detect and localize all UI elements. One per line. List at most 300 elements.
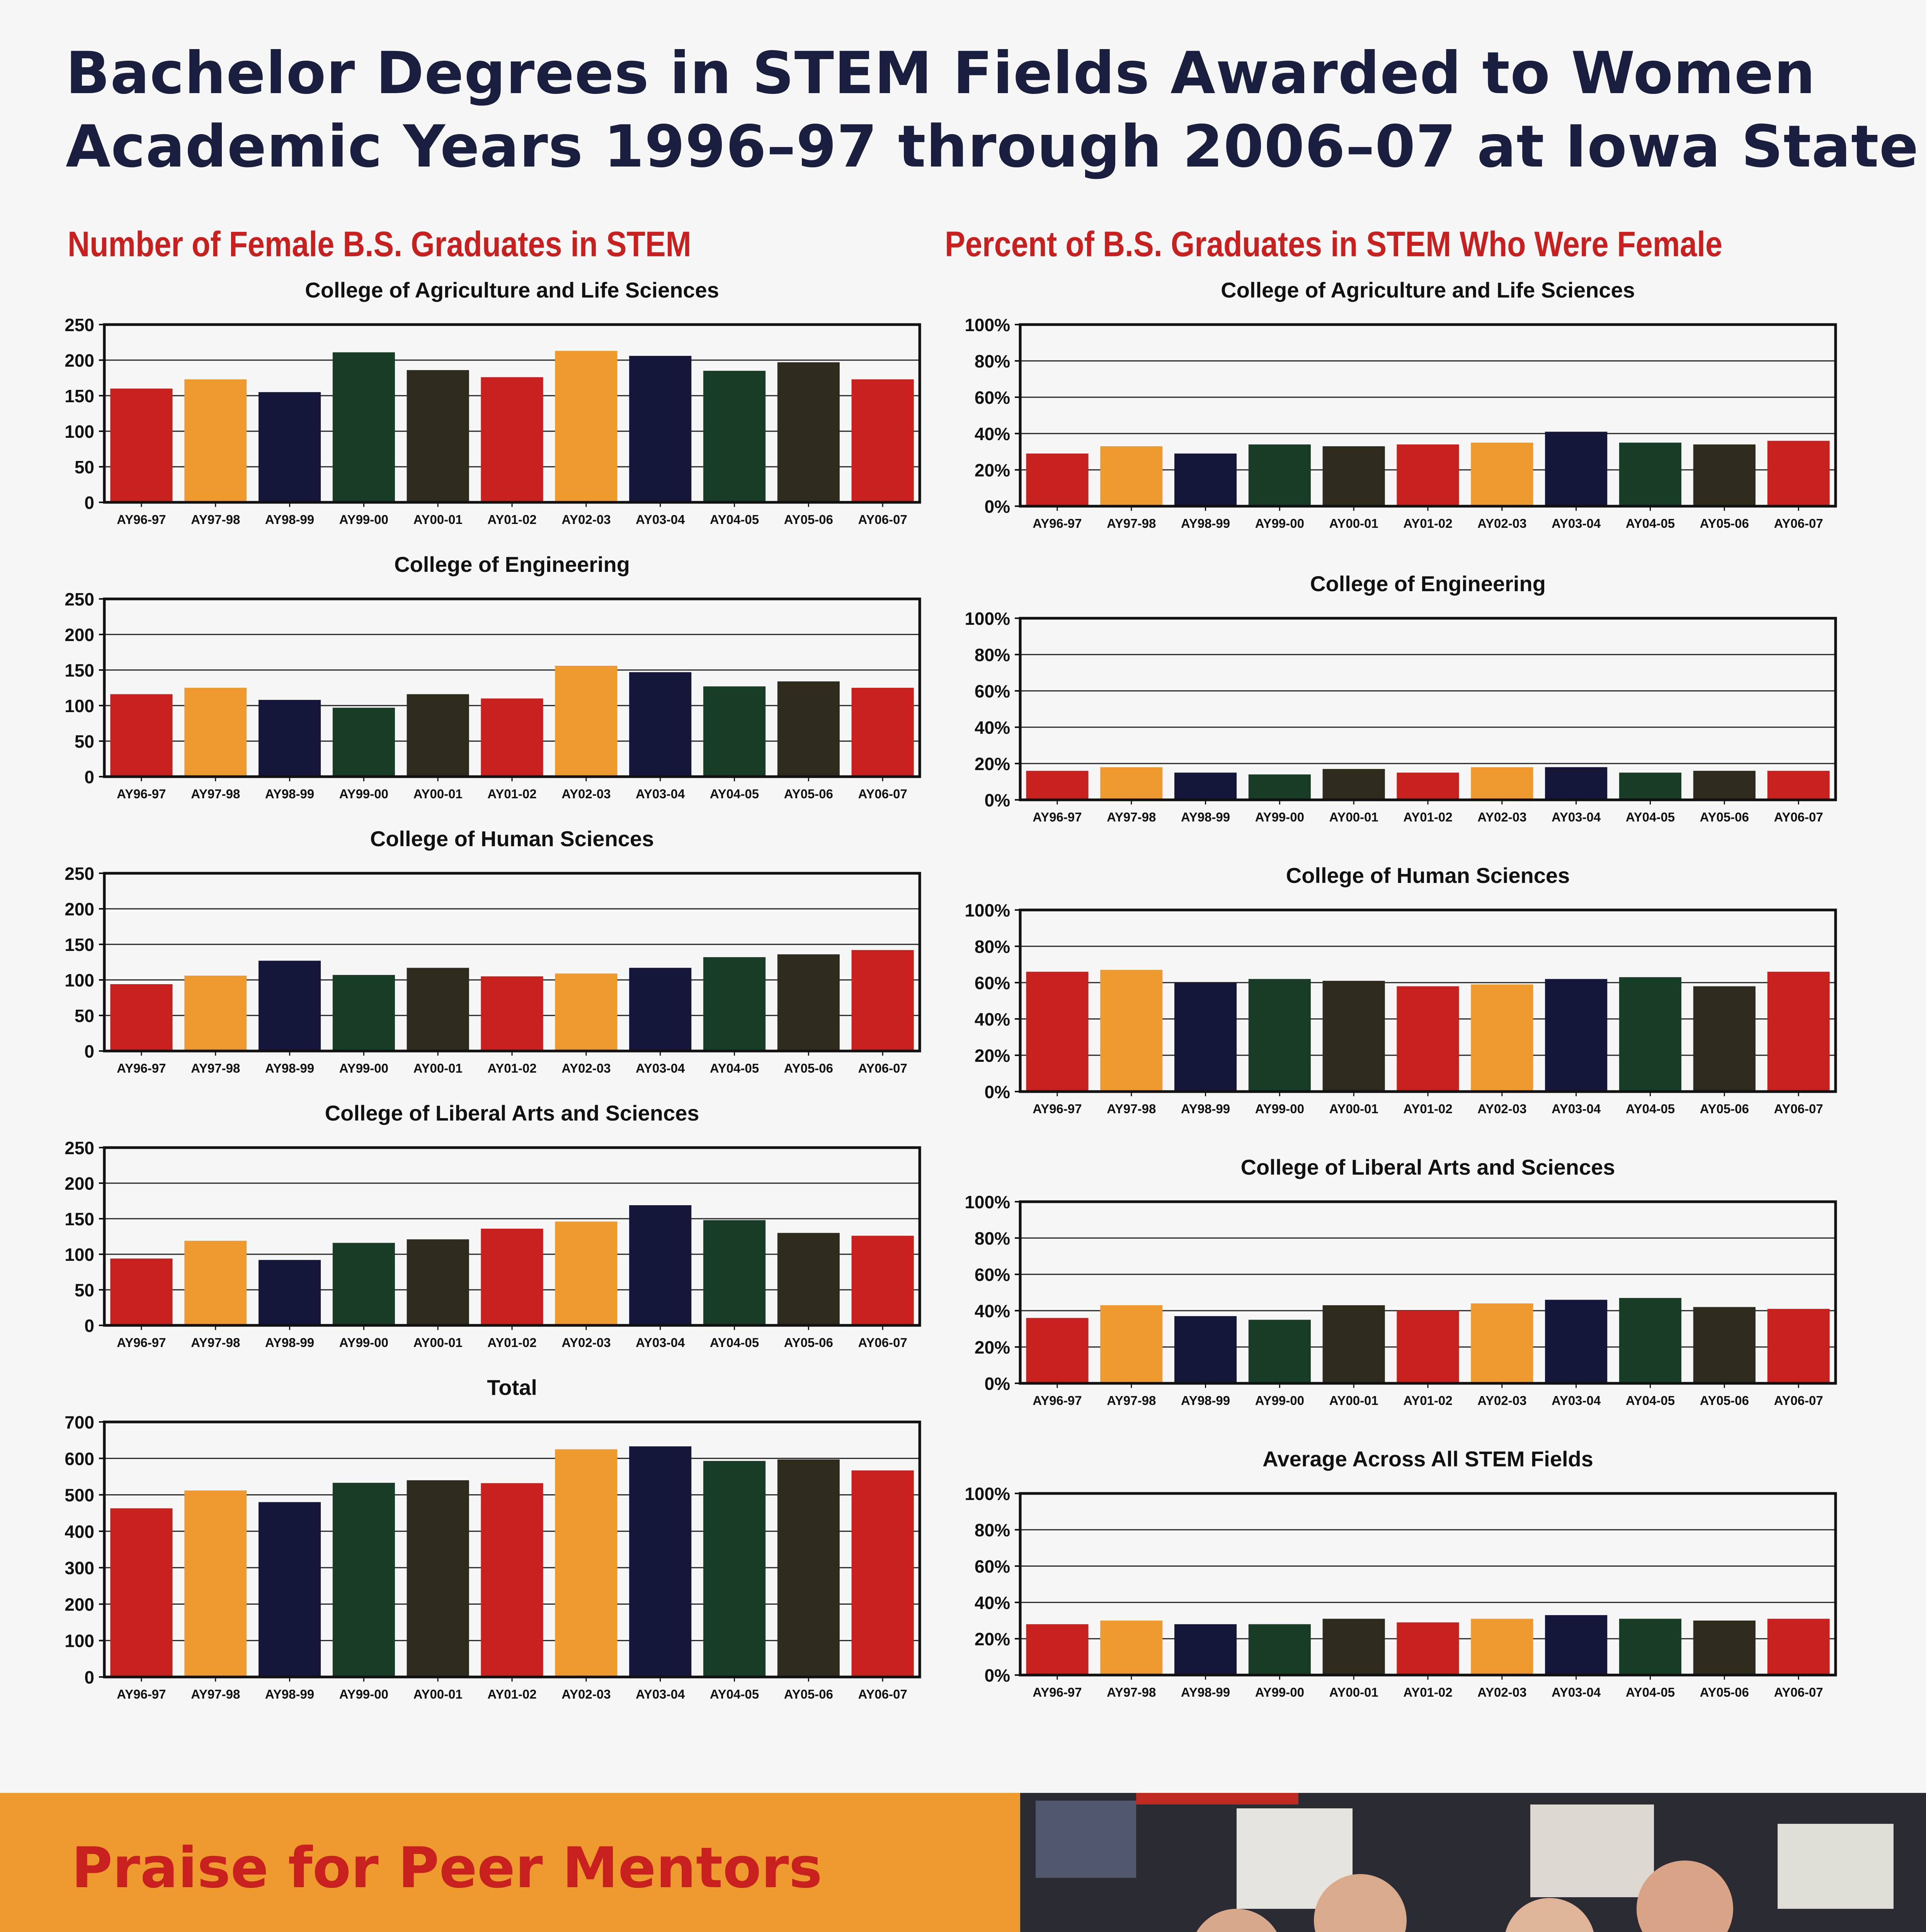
- bar-AY97-98: [184, 688, 247, 777]
- x-tick-label: AY97-98: [1107, 810, 1156, 824]
- y-tick-label: 100: [65, 1631, 94, 1651]
- x-tick-label: AY98-99: [1181, 1102, 1230, 1116]
- praise-title: Praise for Peer Mentors: [71, 1835, 822, 1901]
- bar-AY97-98: [1100, 1305, 1162, 1383]
- x-tick-label: AY04-05: [709, 512, 759, 527]
- bar-AY01-02: [1397, 986, 1459, 1092]
- y-tick-label: 150: [65, 1209, 94, 1229]
- x-tick-label: AY01-02: [487, 1061, 537, 1075]
- page-title-line-1: Bachelor Degrees in STEM Fields Awarded to Women: [66, 40, 1816, 107]
- bar-AY05-06: [778, 681, 840, 777]
- bar-AY96-97: [1026, 972, 1088, 1092]
- bar-AY01-02: [481, 699, 543, 777]
- y-tick-label: 0: [84, 1041, 94, 1061]
- y-tick-label: 100%: [965, 315, 1010, 335]
- x-tick-label: AY02-03: [561, 1687, 611, 1701]
- bar-AY06-07: [852, 688, 914, 777]
- bar-AY97-98: [1100, 1621, 1162, 1675]
- page-title: [66, 37, 1919, 184]
- y-tick-label: 50: [74, 1280, 94, 1300]
- bar-AY99-00: [1249, 1320, 1311, 1384]
- bar-AY03-04: [629, 1446, 691, 1677]
- x-tick-label: AY01-02: [487, 512, 537, 527]
- bar-AY06-07: [852, 950, 914, 1051]
- x-tick-label: AY04-05: [1625, 810, 1675, 824]
- y-tick-label: 60%: [974, 973, 1010, 993]
- bar-AY96-97: [1026, 1318, 1088, 1383]
- bar-AY02-03: [555, 1221, 617, 1325]
- y-tick-label: 40%: [974, 424, 1010, 444]
- x-tick-label: AY99-00: [339, 1061, 388, 1075]
- bar-AY04-05: [703, 1461, 766, 1677]
- x-tick-label: AY00-01: [1329, 810, 1378, 824]
- x-tick-label: AY03-04: [636, 1687, 685, 1701]
- bar-AY06-07: [1768, 972, 1830, 1092]
- x-tick-label: AY05-06: [1700, 1102, 1749, 1116]
- x-tick-label: AY02-03: [1477, 516, 1527, 531]
- bar-AY97-98: [184, 379, 247, 502]
- bar-AY00-01: [1323, 1305, 1385, 1383]
- y-tick-label: 100%: [965, 1484, 1010, 1504]
- bar-AY00-01: [407, 968, 469, 1051]
- x-tick-label: AY98-99: [1181, 1393, 1230, 1408]
- bar-AY98-99: [1174, 773, 1237, 800]
- bar-AY01-02: [481, 1229, 543, 1325]
- y-tick-label: 100: [65, 422, 94, 442]
- x-tick-label: AY02-03: [1477, 810, 1527, 824]
- bar-AY98-99: [259, 392, 321, 502]
- bar-AY99-00: [1249, 444, 1311, 506]
- bar-AY03-04: [1545, 432, 1607, 506]
- y-tick-label: 60%: [974, 1265, 1010, 1285]
- bar-AY98-99: [1174, 454, 1237, 506]
- x-tick-label: AY98-99: [1181, 810, 1230, 824]
- x-tick-label: AY06-07: [1774, 1102, 1823, 1116]
- bar-AY04-05: [703, 957, 766, 1051]
- x-tick-label: AY01-02: [487, 787, 537, 801]
- bar-AY03-04: [629, 672, 691, 777]
- x-tick-label: AY97-98: [191, 1687, 240, 1701]
- x-tick-label: AY97-98: [191, 1061, 240, 1075]
- bar-AY98-99: [259, 961, 321, 1051]
- x-tick-label: AY03-04: [1552, 1685, 1601, 1699]
- bar-AY04-05: [1619, 773, 1681, 800]
- y-tick-label: 0%: [984, 1374, 1010, 1394]
- bar-AY99-00: [333, 352, 395, 502]
- bar-AY02-03: [555, 973, 617, 1051]
- x-tick-label: AY98-99: [265, 512, 315, 527]
- x-tick-label: AY04-05: [1625, 516, 1675, 531]
- x-tick-label: AY06-07: [858, 1687, 907, 1701]
- x-tick-label: AY02-03: [561, 512, 611, 527]
- bar-AY01-02: [1397, 1311, 1459, 1383]
- x-tick-label: AY98-99: [265, 1687, 315, 1701]
- bar-AY03-04: [1545, 767, 1607, 800]
- y-tick-label: 250: [65, 864, 94, 884]
- y-tick-label: 0%: [984, 497, 1010, 517]
- x-tick-label: AY99-00: [1255, 1393, 1304, 1408]
- x-tick-label: AY01-02: [1403, 1393, 1453, 1408]
- y-tick-label: 0%: [984, 1665, 1010, 1685]
- y-tick-label: 700: [65, 1412, 94, 1432]
- bar-AY97-98: [1100, 970, 1162, 1092]
- x-tick-label: AY96-97: [117, 787, 166, 801]
- y-tick-label: 40%: [974, 1301, 1010, 1321]
- y-tick-label: 300: [65, 1558, 94, 1578]
- bar-AY00-01: [1323, 769, 1385, 800]
- chart-count-eng: [23, 545, 927, 808]
- right-column-heading: Percent of B.S. Graduates in STEM Who Were Female: [945, 224, 1723, 264]
- x-tick-label: AY02-03: [561, 787, 611, 801]
- x-tick-label: AY99-00: [339, 512, 388, 527]
- y-tick-label: 0: [84, 1316, 94, 1336]
- x-tick-label: AY97-98: [191, 512, 240, 527]
- y-tick-label: 150: [65, 935, 94, 955]
- page-title-line-2: Academic Years 1996–97 through 2006–07 at Iowa State: [66, 113, 1919, 180]
- chart-count-hs: [23, 819, 927, 1082]
- x-tick-label: AY05-06: [1700, 516, 1749, 531]
- bar-AY04-05: [1619, 977, 1681, 1092]
- bar-AY99-00: [333, 1483, 395, 1677]
- bar-AY96-97: [110, 1259, 172, 1325]
- y-tick-label: 0: [84, 493, 94, 513]
- bar-AY05-06: [1693, 771, 1756, 800]
- bar-AY04-05: [703, 371, 766, 502]
- x-tick-label: AY99-00: [1255, 810, 1304, 824]
- y-tick-label: 40%: [974, 1593, 1010, 1613]
- bar-AY98-99: [1174, 983, 1237, 1092]
- chart-count-ag: [23, 270, 927, 533]
- bar-AY97-98: [1100, 767, 1162, 800]
- x-tick-label: AY97-98: [1107, 1685, 1156, 1699]
- x-tick-label: AY05-06: [784, 512, 833, 527]
- x-tick-label: AY02-03: [561, 1335, 611, 1350]
- bar-AY96-97: [110, 984, 172, 1051]
- y-tick-label: 150: [65, 386, 94, 406]
- y-tick-label: 0%: [984, 790, 1010, 810]
- x-tick-label: AY96-97: [117, 1061, 166, 1075]
- x-tick-label: AY06-07: [1774, 1393, 1823, 1408]
- bar-AY99-00: [1249, 979, 1311, 1092]
- bar-AY96-97: [110, 1508, 172, 1677]
- bar-AY02-03: [1471, 1619, 1533, 1675]
- x-tick-label: AY98-99: [265, 1335, 315, 1350]
- bar-AY01-02: [1397, 773, 1459, 800]
- x-tick-label: AY00-01: [1329, 1102, 1378, 1116]
- bar-AY99-00: [1249, 1624, 1311, 1675]
- x-tick-label: AY01-02: [1403, 1102, 1453, 1116]
- left-column-heading: Number of Female B.S. Graduates in STEM: [68, 224, 691, 264]
- x-tick-label: AY99-00: [339, 1335, 388, 1350]
- bar-AY02-03: [555, 351, 617, 502]
- chart-title: Total: [487, 1375, 537, 1400]
- x-tick-label: AY01-02: [1403, 810, 1453, 824]
- x-tick-label: AY97-98: [1107, 516, 1156, 531]
- y-tick-label: 250: [65, 1138, 94, 1158]
- bar-AY06-07: [852, 1236, 914, 1325]
- x-tick-label: AY03-04: [1552, 516, 1601, 531]
- y-tick-label: 50: [74, 457, 94, 477]
- bar-AY96-97: [1026, 454, 1088, 506]
- bar-AY96-97: [1026, 1624, 1088, 1675]
- bar-AY02-03: [1471, 985, 1533, 1092]
- x-tick-label: AY97-98: [1107, 1102, 1156, 1116]
- bar-AY98-99: [259, 1260, 321, 1325]
- y-tick-label: 100: [65, 970, 94, 990]
- bar-AY03-04: [1545, 979, 1607, 1092]
- y-tick-label: 40%: [974, 718, 1010, 738]
- y-tick-label: 0: [84, 1667, 94, 1687]
- bar-AY03-04: [629, 1205, 691, 1325]
- x-tick-label: AY01-02: [487, 1335, 537, 1350]
- x-tick-label: AY04-05: [709, 1061, 759, 1075]
- x-tick-label: AY06-07: [858, 512, 907, 527]
- y-tick-label: 80%: [974, 645, 1010, 665]
- x-tick-label: AY99-00: [339, 787, 388, 801]
- x-tick-label: AY06-07: [858, 1061, 907, 1075]
- x-tick-label: AY98-99: [1181, 516, 1230, 531]
- x-tick-label: AY00-01: [413, 512, 463, 527]
- y-tick-label: 20%: [974, 1046, 1010, 1066]
- y-tick-label: 200: [65, 1594, 94, 1615]
- x-tick-label: AY03-04: [636, 787, 685, 801]
- x-tick-label: AY00-01: [1329, 1685, 1378, 1699]
- bar-AY99-00: [333, 1243, 395, 1325]
- bar-AY05-06: [1693, 1621, 1756, 1675]
- x-tick-label: AY99-00: [1255, 1102, 1304, 1116]
- chart-title: College of Liberal Arts and Sciences: [1240, 1155, 1615, 1179]
- bar-AY04-05: [1619, 1619, 1681, 1675]
- x-tick-label: AY96-97: [1033, 1685, 1082, 1699]
- chart-pct-hs: [939, 856, 1843, 1122]
- x-tick-label: AY98-99: [1181, 1685, 1230, 1699]
- bar-AY05-06: [1693, 986, 1756, 1092]
- bar-AY99-00: [333, 975, 395, 1051]
- x-tick-label: AY03-04: [636, 1335, 685, 1350]
- bar-AY98-99: [259, 1502, 321, 1677]
- y-tick-label: 80%: [974, 937, 1010, 957]
- x-tick-label: AY02-03: [1477, 1393, 1527, 1408]
- x-tick-label: AY04-05: [709, 1687, 759, 1701]
- bar-AY01-02: [481, 976, 543, 1051]
- x-tick-label: AY06-07: [1774, 516, 1823, 531]
- x-tick-label: AY00-01: [413, 1335, 463, 1350]
- bar-AY04-05: [703, 686, 766, 777]
- x-tick-label: AY98-99: [265, 1061, 315, 1075]
- x-tick-label: AY00-01: [1329, 516, 1378, 531]
- chart-title: College of Engineering: [1310, 571, 1546, 596]
- bar-AY05-06: [778, 1459, 840, 1677]
- bar-AY00-01: [1323, 1619, 1385, 1675]
- x-tick-label: AY97-98: [191, 787, 240, 801]
- bar-AY02-03: [1471, 443, 1533, 507]
- bar-AY04-05: [1619, 443, 1681, 507]
- chart-title: College of Liberal Arts and Sciences: [325, 1101, 699, 1125]
- y-tick-label: 20%: [974, 754, 1010, 774]
- bar-AY01-02: [481, 1483, 543, 1677]
- y-tick-label: 200: [65, 350, 94, 371]
- y-tick-label: 500: [65, 1485, 94, 1505]
- y-tick-label: 50: [74, 1006, 94, 1026]
- bar-AY05-06: [1693, 444, 1756, 506]
- bar-AY04-05: [1619, 1298, 1681, 1383]
- y-tick-label: 80%: [974, 1520, 1010, 1540]
- bar-AY02-03: [555, 1449, 617, 1677]
- y-tick-label: 80%: [974, 1228, 1010, 1248]
- bar-AY03-04: [629, 968, 691, 1051]
- chart-title: College of Agriculture and Life Sciences: [305, 278, 719, 302]
- chart-count-las: [23, 1094, 927, 1356]
- y-tick-label: 250: [65, 589, 94, 609]
- x-tick-label: AY01-02: [1403, 1685, 1453, 1699]
- bar-AY06-07: [1768, 771, 1830, 800]
- x-tick-label: AY00-01: [413, 1687, 463, 1701]
- bar-AY96-97: [110, 694, 172, 777]
- bar-AY02-03: [1471, 1303, 1533, 1383]
- chart-title: College of Agriculture and Life Sciences: [1221, 278, 1635, 302]
- x-tick-label: AY96-97: [1033, 1393, 1082, 1408]
- y-tick-label: 50: [74, 731, 94, 752]
- bar-AY03-04: [1545, 1615, 1607, 1675]
- group-photo-icon: [1020, 1793, 1926, 1932]
- x-tick-label: AY97-98: [1107, 1393, 1156, 1408]
- y-tick-label: 250: [65, 315, 94, 335]
- bar-AY05-06: [778, 954, 840, 1051]
- x-tick-label: AY99-00: [1255, 1685, 1304, 1699]
- x-tick-label: AY05-06: [1700, 1685, 1749, 1699]
- y-tick-label: 100%: [965, 900, 1010, 920]
- y-tick-label: 20%: [974, 1337, 1010, 1357]
- y-tick-label: 20%: [974, 1629, 1010, 1649]
- x-tick-label: AY98-99: [265, 787, 315, 801]
- chart-pct-ag: [939, 270, 1843, 537]
- x-tick-label: AY06-07: [858, 787, 907, 801]
- bar-AY97-98: [184, 1490, 247, 1677]
- y-tick-label: 40%: [974, 1009, 1010, 1029]
- x-tick-label: AY04-05: [709, 1335, 759, 1350]
- bar-AY00-01: [407, 694, 469, 777]
- x-tick-label: AY03-04: [636, 512, 685, 527]
- bar-AY00-01: [407, 1480, 469, 1677]
- bar-AY98-99: [259, 700, 321, 777]
- bar-AY06-07: [1768, 1619, 1830, 1675]
- chart-title: Average Across All STEM Fields: [1262, 1447, 1593, 1471]
- y-tick-label: 0: [84, 767, 94, 787]
- bar-AY05-06: [778, 1233, 840, 1325]
- x-tick-label: AY01-02: [1403, 516, 1453, 531]
- x-tick-label: AY04-05: [1625, 1393, 1675, 1408]
- x-tick-label: AY96-97: [1033, 1102, 1082, 1116]
- x-tick-label: AY04-05: [709, 787, 759, 801]
- x-tick-label: AY02-03: [561, 1061, 611, 1075]
- bar-AY05-06: [1693, 1307, 1756, 1383]
- y-tick-label: 100: [65, 696, 94, 716]
- bar-AY06-07: [852, 1470, 914, 1677]
- y-tick-label: 20%: [974, 460, 1010, 480]
- bar-AY01-02: [481, 377, 543, 502]
- bar-AY06-07: [1768, 1309, 1830, 1383]
- x-tick-label: AY99-00: [1255, 516, 1304, 531]
- chart-title: College of Human Sciences: [370, 827, 654, 851]
- x-tick-label: AY03-04: [636, 1061, 685, 1075]
- bar-AY02-03: [555, 666, 617, 777]
- bar-AY02-03: [1471, 767, 1533, 800]
- bar-AY99-00: [1249, 774, 1311, 800]
- chart-pct-eng: [939, 564, 1843, 831]
- x-tick-label: AY05-06: [1700, 810, 1749, 824]
- x-tick-label: AY05-06: [784, 787, 833, 801]
- x-tick-label: AY03-04: [1552, 810, 1601, 824]
- x-tick-label: AY97-98: [191, 1335, 240, 1350]
- bar-AY00-01: [1323, 446, 1385, 506]
- y-tick-label: 200: [65, 625, 94, 645]
- x-tick-label: AY05-06: [784, 1687, 833, 1701]
- bar-AY01-02: [1397, 444, 1459, 506]
- chart-pct-avg: [939, 1439, 1843, 1706]
- y-tick-label: 600: [65, 1449, 94, 1469]
- x-tick-label: AY96-97: [117, 1335, 166, 1350]
- x-tick-label: AY00-01: [1329, 1393, 1378, 1408]
- x-tick-label: AY00-01: [413, 787, 463, 801]
- bar-AY96-97: [110, 389, 172, 502]
- y-tick-label: 150: [65, 660, 94, 680]
- bar-AY03-04: [1545, 1300, 1607, 1383]
- bar-AY99-00: [333, 708, 395, 777]
- group-photo-illustration: [1020, 1793, 1926, 1932]
- bar-AY97-98: [184, 1241, 247, 1325]
- y-tick-label: 0%: [984, 1082, 1010, 1102]
- bar-AY97-98: [184, 976, 247, 1051]
- y-tick-label: 100: [65, 1245, 94, 1265]
- bar-AY97-98: [1100, 446, 1162, 506]
- x-tick-label: AY04-05: [1625, 1685, 1675, 1699]
- x-tick-label: AY96-97: [1033, 810, 1082, 824]
- bar-AY06-07: [1768, 441, 1830, 506]
- x-tick-label: AY03-04: [1552, 1393, 1601, 1408]
- bar-AY98-99: [1174, 1316, 1237, 1383]
- x-tick-label: AY96-97: [1033, 516, 1082, 531]
- bar-AY00-01: [407, 370, 469, 502]
- bar-AY05-06: [778, 362, 840, 502]
- bar-AY96-97: [1026, 771, 1088, 800]
- x-tick-label: AY96-97: [117, 512, 166, 527]
- bar-AY01-02: [1397, 1622, 1459, 1675]
- chart-pct-las: [939, 1148, 1843, 1414]
- x-tick-label: AY00-01: [413, 1061, 463, 1075]
- x-tick-label: AY02-03: [1477, 1685, 1527, 1699]
- y-tick-label: 60%: [974, 681, 1010, 701]
- bar-AY00-01: [407, 1239, 469, 1325]
- y-tick-label: 400: [65, 1521, 94, 1542]
- x-tick-label: AY99-00: [339, 1687, 388, 1701]
- chart-count-total: [23, 1368, 927, 1708]
- x-tick-label: AY06-07: [1774, 810, 1823, 824]
- x-tick-label: AY02-03: [1477, 1102, 1527, 1116]
- x-tick-label: AY05-06: [784, 1335, 833, 1350]
- x-tick-label: AY03-04: [1552, 1102, 1601, 1116]
- bar-AY04-05: [703, 1220, 766, 1325]
- bar-AY03-04: [629, 356, 691, 502]
- bar-AY00-01: [1323, 981, 1385, 1092]
- x-tick-label: AY05-06: [784, 1061, 833, 1075]
- x-tick-label: AY05-06: [1700, 1393, 1749, 1408]
- x-tick-label: AY06-07: [1774, 1685, 1823, 1699]
- chart-title: College of Human Sciences: [1286, 863, 1570, 888]
- y-tick-label: 200: [65, 1173, 94, 1194]
- y-tick-label: 60%: [974, 388, 1010, 408]
- y-tick-label: 200: [65, 899, 94, 919]
- y-tick-label: 100%: [965, 609, 1010, 629]
